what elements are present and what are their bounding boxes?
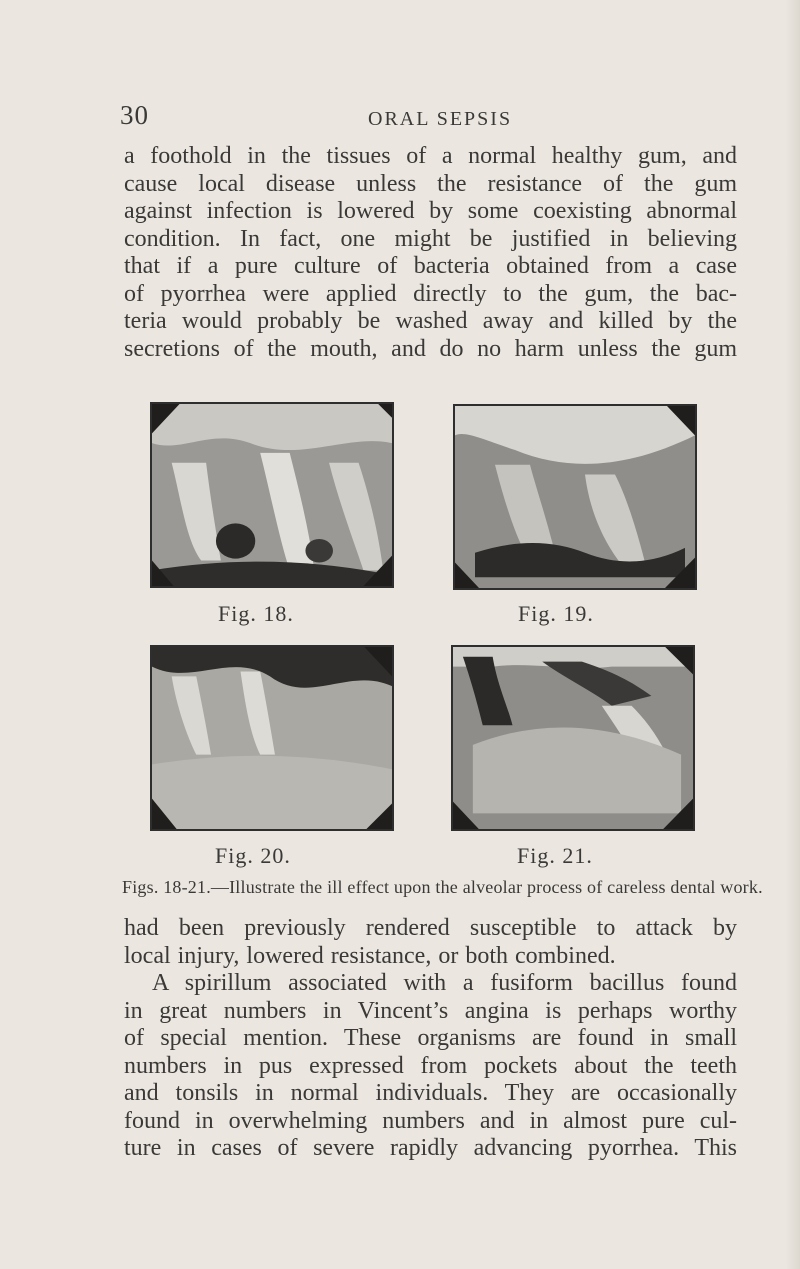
paragraph-last [124,970,737,1163]
figure-label: Fig. 20. [215,843,291,868]
text-line: A spirillum associated with a fusiform bacillus found [152,970,737,996]
page-header [0,100,800,140]
text-line: ture in cases of severe rapidly advancing pyorrhea. This [124,1135,737,1161]
radiograph-fig-20 [150,645,394,831]
text-line: local injury, lowered resistance, or both combined. [124,942,616,969]
radiograph-fig-19 [453,404,697,590]
figure-label: Fig. 18. [218,601,294,626]
radiograph-fig-18 [150,402,394,588]
figure-caption: Figs. 18-21.—Illustrate the ill effect upon the alveolar process of careless dental work. [122,877,763,897]
text-line: of special mention. These organisms are found in small [124,1025,737,1051]
radiograph-fig-21 [451,645,695,831]
page-edge [786,0,800,1269]
running-head: ORAL SEPSIS [368,108,513,130]
text-line: cause local disease unless the resistance of the gum [124,170,737,197]
paragraph-bottom [124,915,737,970]
figure-label: Fig. 21. [517,843,593,868]
text-line: in great numbers in Vincent’s angina is perhaps worthy [124,997,737,1024]
text-line: secretions of the mouth, and do no harm unless the gum [124,335,737,362]
figure-label: Fig. 19. [518,601,594,626]
text-line: teria would probably be washed away and killed by the [124,308,737,334]
text-line: of pyorrhea were applied directly to the gum, the bac- [124,280,737,307]
text-line: against infection is lowered by some coexisting abnormal [124,198,737,224]
paragraph-top [124,143,737,363]
text-line: a foothold in the tissues of a normal healthy gum, and [124,143,737,169]
text-line: condition. In fact, one might be justified in believing [124,225,737,252]
page-number: 30 [120,100,149,130]
text-line: found in overwhelming numbers and in almost pure cul- [124,1107,737,1134]
text-line: that if a pure culture of bacteria obtained from a case [124,253,737,279]
text-line: numbers in pus expressed from pockets about the teeth [124,1052,737,1079]
text-line: had been previously rendered susceptible to attack by [124,915,737,941]
text-line: and tonsils in normal individuals. They are occasionally [124,1080,737,1106]
